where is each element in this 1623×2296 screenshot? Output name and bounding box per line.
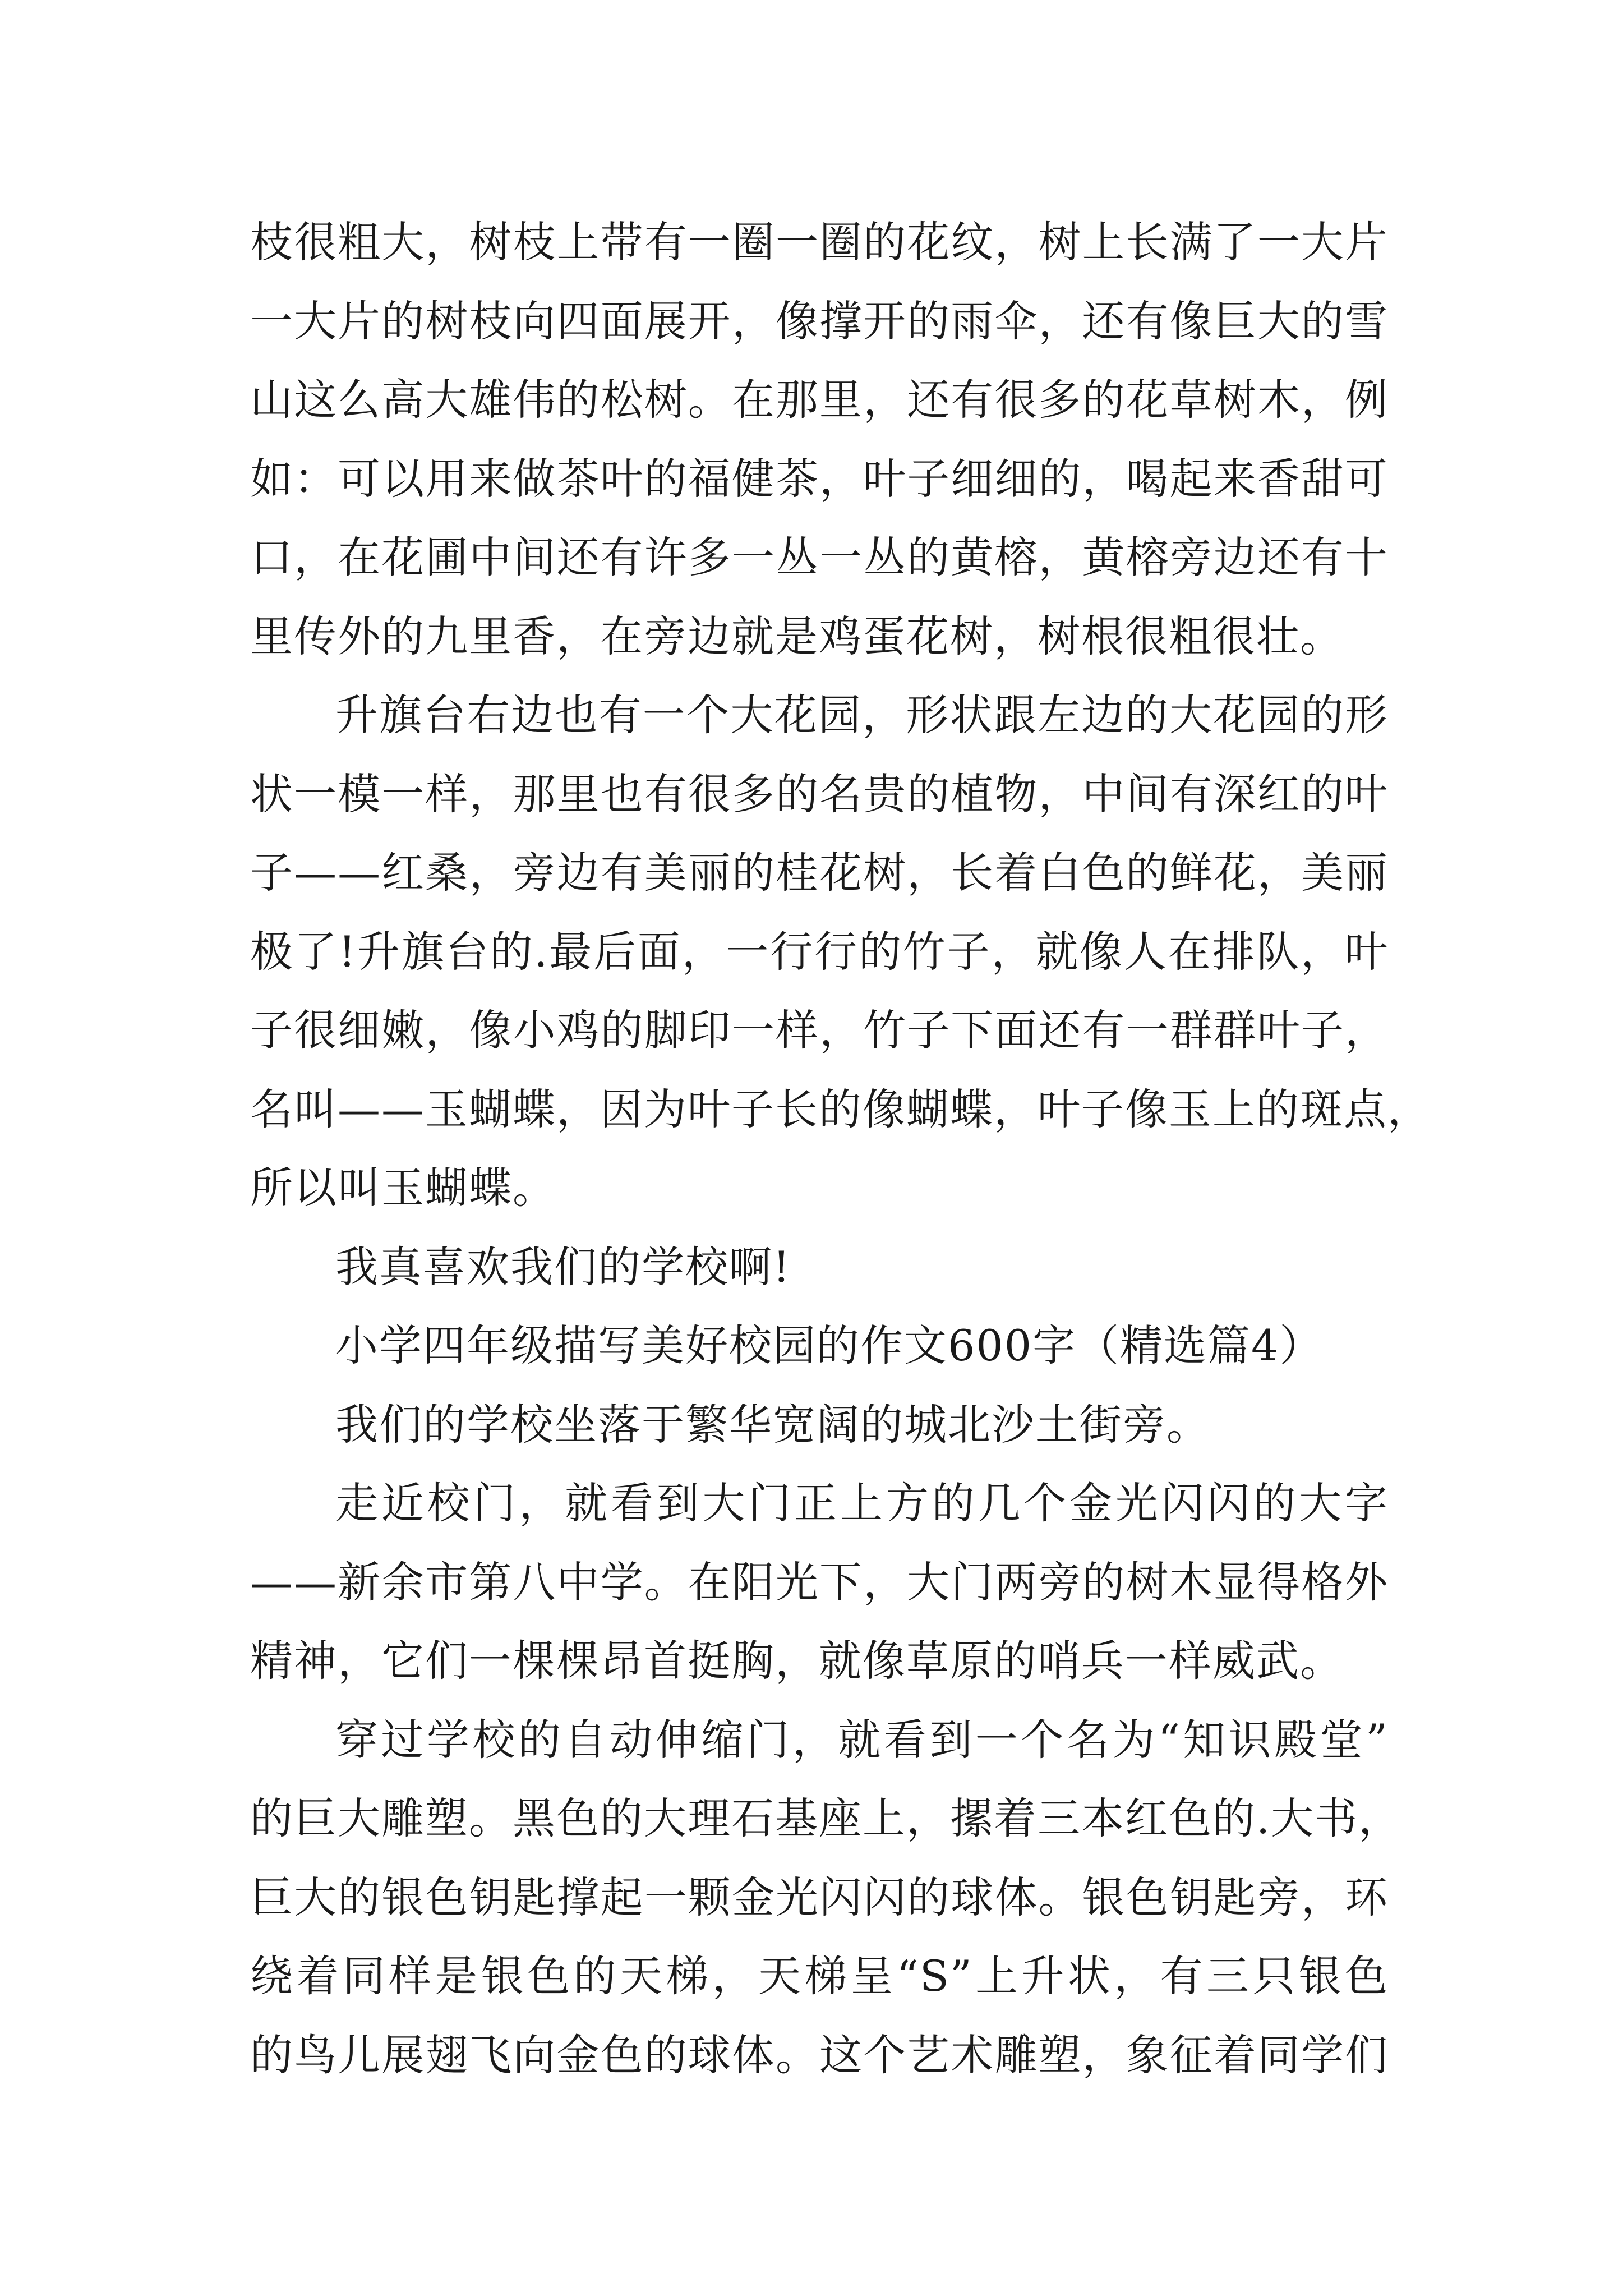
text-line: 状一模一样，那里也有很多的名贵的植物，中间有深红的叶 (250, 769, 1389, 819)
paragraph-first-line: 走近校门，就看到大门正上方的几个金光闪闪的大字 (335, 1478, 1389, 1528)
text-line: 如：可以用来做茶叶的福健茶，叶子细细的，喝起来香甜可 (250, 453, 1389, 504)
text-line: 山这么高大雄伟的松树。在那里，还有很多的花草树木，例 (250, 375, 1389, 425)
text-line: 里传外的九里香，在旁边就是鸡蛋花树，树根很粗很壮。 (250, 611, 1344, 661)
text-line: 的鸟儿展翅飞向金色的球体。这个艺术雕塑，象征着同学们 (250, 2030, 1389, 2080)
text-line: 一大片的树枝向四面展开，像撑开的雨伞，还有像巨大的雪 (250, 296, 1389, 346)
paragraph-first-line: 我真喜欢我们的学校啊! (335, 1241, 791, 1292)
text-line: 极了!升旗台的.最后面，一行行的竹子，就像人在排队，叶 (250, 926, 1389, 977)
body-text (250, 203, 1431, 2095)
text-line: 精神，它们一棵棵昂首挺胸，就像草原的哨兵一样威武。 (250, 1636, 1344, 1686)
section-heading: 小学四年级描写美好校园的作文600字（精选篇4） (335, 1320, 1324, 1370)
paragraph-first-line: 我们的学校坐落于繁华宽阔的城北沙土街旁。 (335, 1399, 1210, 1450)
text-line: 子很细嫩，像小鸡的脚印一样，竹子下面还有一群群叶子， (250, 1005, 1389, 1055)
text-line: 的巨大雕塑。黑色的大理石基座上，摞着三本红色的.大书， (250, 1793, 1403, 1843)
paragraph-first-line: 穿过学校的自动伸缩门，就看到一个名为“知识殿堂” (335, 1714, 1389, 1765)
text-line: 口，在花圃中间还有许多一丛一丛的黄榕，黄榕旁边还有十 (250, 532, 1389, 582)
text-line: 名叫——玉蝴蝶，因为叶子长的像蝴蝶，叶子像玉上的斑点， (250, 1084, 1431, 1134)
text-line: 绕着同样是银色的天梯，天梯呈“S”上升状，有三只银色 (250, 1951, 1389, 2001)
text-line: 子——红桑，旁边有美丽的桂花树，长着白色的鲜花，美丽 (250, 848, 1389, 898)
text-line: ——新余市第八中学。在阳光下，大门两旁的树木显得格外 (250, 1557, 1389, 1607)
text-line: 巨大的银色钥匙撑起一颗金光闪闪的球体。银色钥匙旁，环 (250, 1872, 1389, 1922)
text-line: 枝很粗大，树枝上带有一圈一圈的花纹，树上长满了一大片 (250, 217, 1389, 267)
paragraph-first-line: 升旗台右边也有一个大花园，形状跟左边的大花园的形 (335, 690, 1389, 740)
text-line: 所以叫玉蝴蝶。 (250, 1163, 556, 1213)
